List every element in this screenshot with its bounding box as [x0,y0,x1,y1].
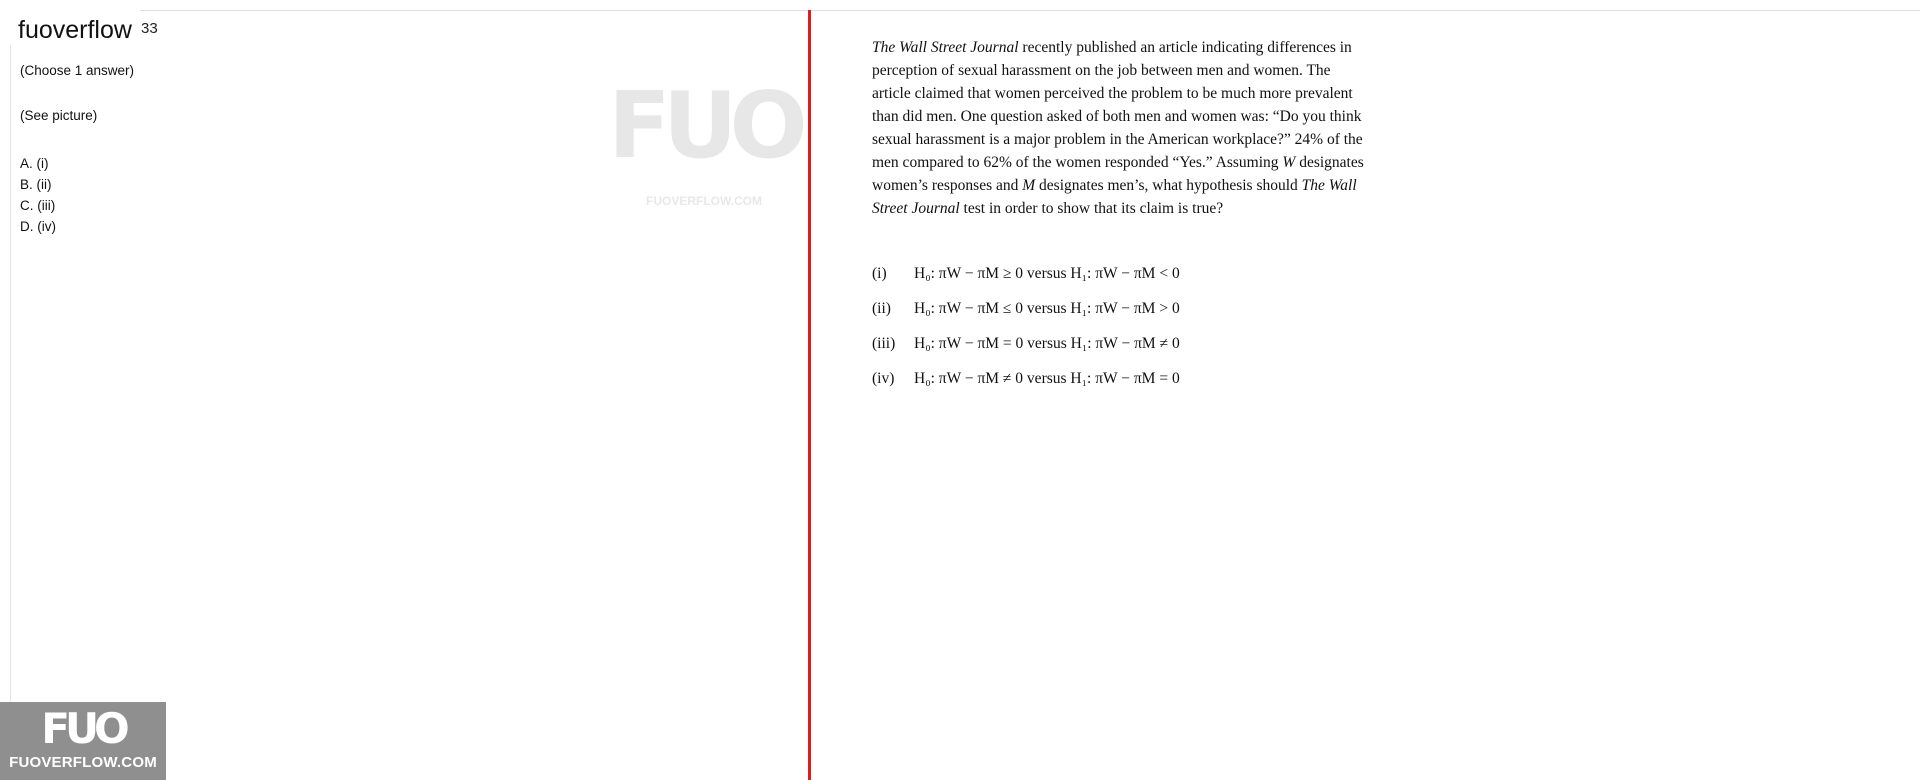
watermark [608,72,808,220]
hypothesis-list [872,256,1372,396]
hypothesis-option [872,291,1372,326]
left-rule [10,45,11,780]
hypothesis-label: (ii) [872,300,891,317]
hypothesis-statement: H₀: πW − πM ≥ 0 versus H₁: πW − πM < 0 [914,265,1180,282]
hypothesis-label: (iv) [872,370,895,387]
answer-panel [20,63,134,237]
pane-divider [808,10,811,780]
question-text: The Wall Street Journal recently published an article indicating differences in perception of sexual harassment on the job between men and women. The article claimed that women perceived the problem to be much more prevalent than did men. One question asked of both men and women was: “Do you think sexual harassment is a major problem in the American workplace?” 24% of the men compared to 62% of the women responded “Yes.” Assuming W designates women’s responses and M designates men’s, what hypothesis should The Wall Street Journal test in order to show that its claim is true? [872,39,1364,217]
watermark-text: FUOVERFLOW.COM [646,194,762,208]
question-number: 33 [141,20,158,37]
brand-title: fuoverflow [18,16,140,45]
answer-option-a[interactable]: A. (i) [20,156,49,171]
badge-logo: FUO [41,704,125,753]
question-image [872,36,1372,396]
hypothesis-label: (i) [872,265,887,282]
answer-option-b[interactable]: B. (ii) [20,177,52,192]
hypothesis-statement: H₀: πW − πM = 0 versus H₁: πW − πM ≠ 0 [914,335,1180,352]
answer-option-c[interactable]: C. (iii) [20,198,56,213]
answer-option-d[interactable]: D. (iv) [20,219,56,234]
hypothesis-option [872,256,1372,291]
hypothesis-label: (iii) [872,335,896,352]
hypothesis-option [872,361,1372,396]
journal-name: The Wall Street Journal [872,39,1019,56]
see-picture-text: (See picture) [20,108,98,123]
instruction-text: (Choose 1 answer) [20,63,135,78]
journal-name: The Wall Street Journal [872,177,1357,217]
hypothesis-option [872,326,1372,361]
hypothesis-statement: H₀: πW − πM ≤ 0 versus H₁: πW − πM > 0 [914,300,1180,317]
top-rule [140,10,1920,11]
watermark-logo: FUO [608,72,800,179]
hypothesis-statement: H₀: πW − πM ≠ 0 versus H₁: πW − πM = 0 [914,370,1180,387]
fuoverflow-badge [0,702,166,780]
answer-list [20,153,134,237]
badge-text: FUOVERFLOW.COM [9,754,157,771]
